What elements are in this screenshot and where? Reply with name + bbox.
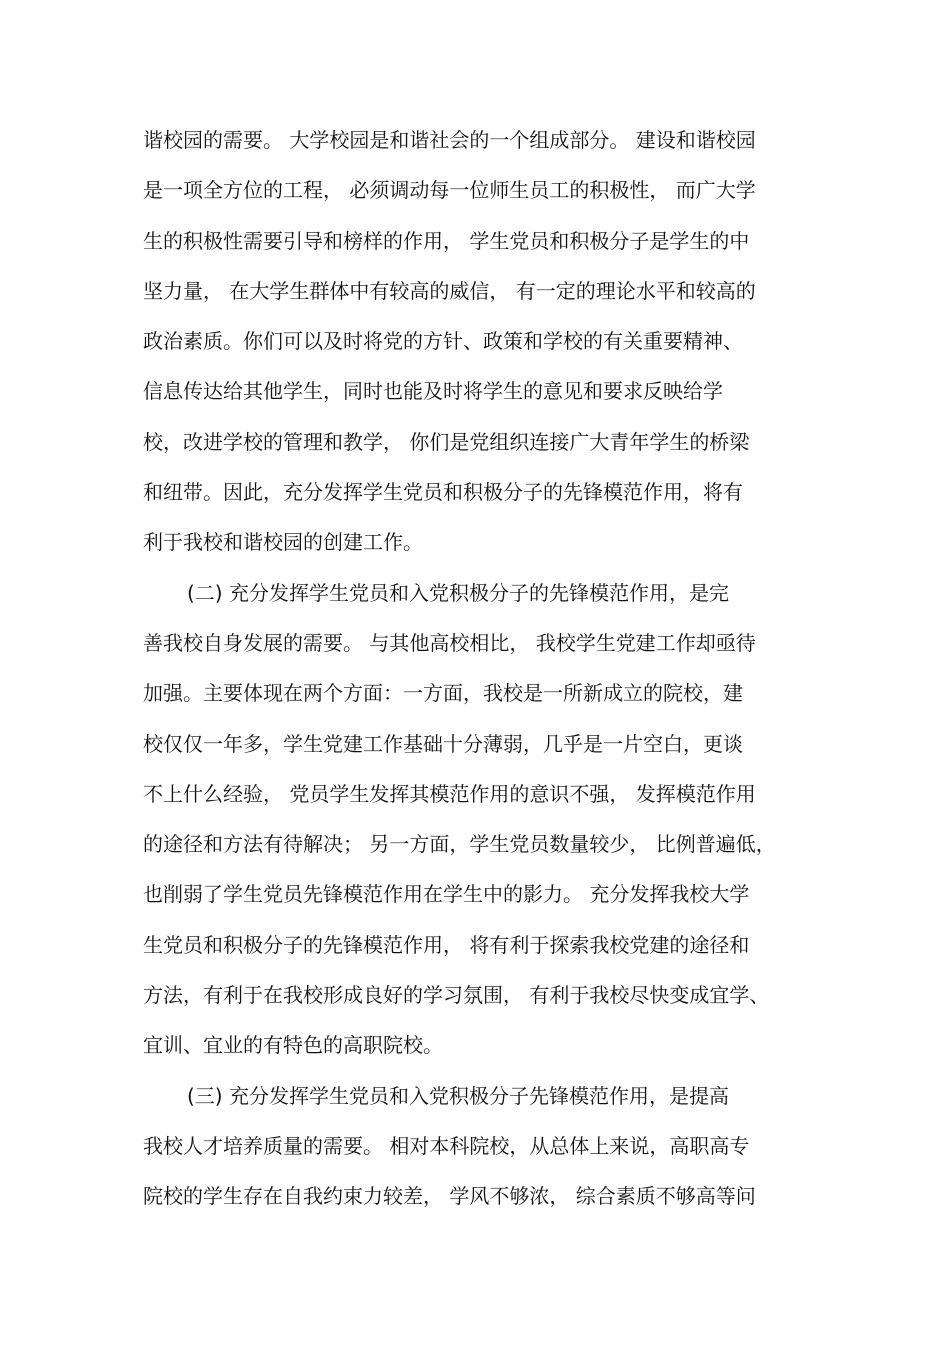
text-line: 生党员和积极分子的先锋模范作用， 将有利于探索我校党建的途径和 [143,932,750,957]
section-heading-line: (三) 充分发挥学生党员和入党积极分子先锋模范作用，是提高 [187,1083,729,1108]
text-line: 利于我校和谐校园的创建工作。 [143,530,423,555]
section-heading-line: (二) 充分发挥学生党员和入党积极分子的先锋模范作用，是完 [187,580,729,605]
text-line: 谐校园的需要。 大学校园是和谐社会的一个组成部分。 建设和谐校园 [143,128,756,152]
text-line: 政治素质。你们可以及时将党的方针、政策和学校的有关重要精神、 [143,329,743,354]
text-line: 院校的学生存在自我约束力较差， 学风不够浓， 综合素质不够高等问 [143,1184,756,1209]
text-line: 宜训、宜业的有特色的高职院校。 [143,1033,443,1058]
text-line: 也削弱了学生党员先锋模范作用在学生中的影力。 充分发挥我校大学 [143,882,750,907]
text-line: 不上什么经验， 党员学生发挥其模范作用的意识不强， 发挥模范作用 [143,781,756,806]
text-line: 信息传达给其他学生，同时也能及时将学生的意见和要求反映给学 [143,379,723,404]
text-line: 是一项全方位的工程， 必须调动每一位师生员工的积极性， 而广大学 [143,178,756,203]
text-line: 加强。主要体现在两个方面：一方面，我校是一所新成立的院校，建 [143,681,743,706]
text-line: 的途径和方法有待解决； 另一方面，学生党员数量较少， 比例普遍低， [143,832,776,857]
text-line: 善我校自身发展的需要。 与其他高校相比， 我校学生党建工作却亟待 [143,630,756,655]
text-line: 校仅仅一年多，学生党建工作基础十分薄弱，几乎是一片空白，更谈 [143,731,743,756]
text-line: 坚力量， 在大学生群体中有较高的威信， 有一定的理论水平和较高的 [143,278,756,303]
text-line: 生的积极性需要引导和榜样的作用， 学生党员和积极分子是学生的中 [143,228,750,253]
text-line: 方法，有利于在我校形成良好的学习氛围， 有利于我校尽快变成宜学、 [143,983,770,1008]
body-text [143,122,813,1229]
text-line: 我校人才培养质量的需要。 相对本科院校，从总体上来说，高职高专 [143,1133,750,1158]
text-line: 和纽带。因此，充分发挥学生党员和积极分子的先锋模范作用，将有 [143,480,743,505]
text-line: 校，改进学校的管理和教学， 你们是党组织连接广大青年学生的桥梁 [143,429,750,454]
